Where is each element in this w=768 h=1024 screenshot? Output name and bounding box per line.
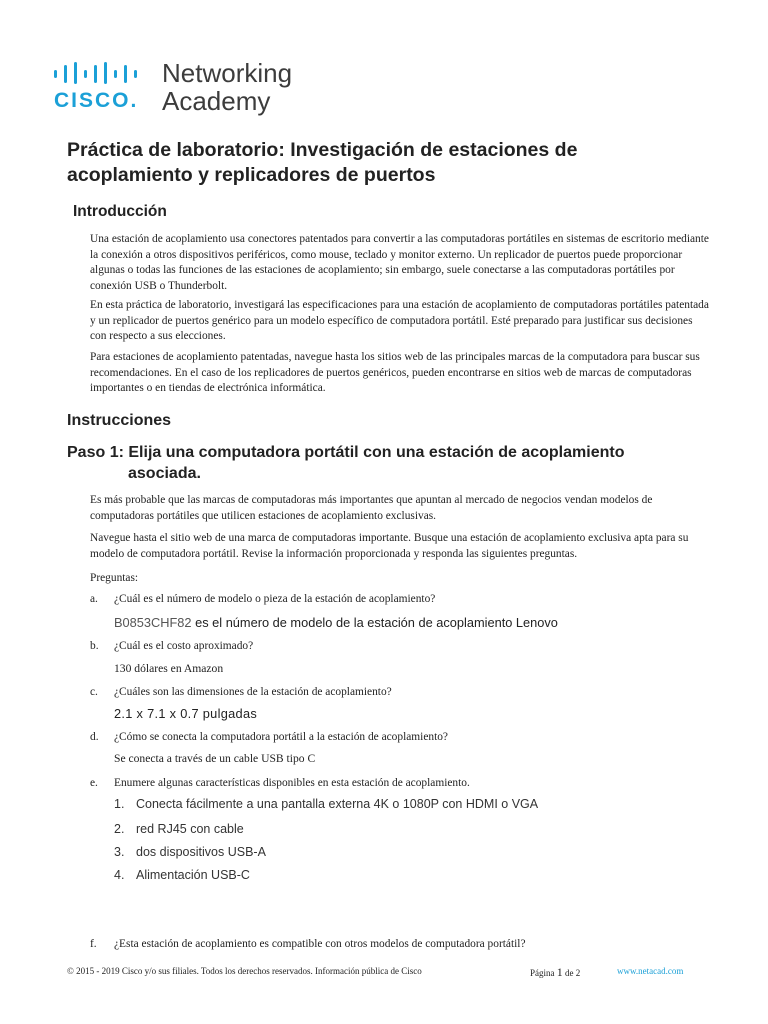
logo-academy-text: Academy [162,86,271,116]
cisco-wordmark: CISCO. [54,89,139,112]
feature-number: 1. [114,797,125,811]
intro-heading: Introducción [73,203,167,220]
step-1-label: Paso 1: [67,444,124,461]
question-text: ¿Cuál es el costo aproximado? [114,640,254,652]
footer-page-total: de 2 [565,968,581,978]
feature-number: 2. [114,822,125,836]
question-letter: e. [90,777,98,789]
footer-page-number [530,965,580,980]
cisco-bridge-bars-icon [54,62,146,84]
answer-a [114,615,558,630]
feature-text: Alimentación USB-C [136,868,250,882]
answer-a-text: es el número de modelo de la estación de acoplamiento Lenovo [191,615,558,630]
answer-a-part-number: B0853CHF82 [114,615,192,630]
question-text: Enumere algunas características disponibles en esta estación de acoplamiento. [114,777,470,789]
question-text: ¿Cuáles son las dimensiones de la estación de acoplamiento? [114,686,392,698]
step-1-heading [67,442,707,484]
feature-text: dos dispositivos USB-A [136,845,266,859]
footer-url-link[interactable]: www.netacad.com [617,966,684,976]
step-1-paragraph-1: Es más probable que las marcas de computadoras más importantes que apuntan al mercado de negocios vendan modelos de computadoras portátiles que utilicen estaciones de acoplamiento exclusivas. [90,494,653,522]
lab-title: Práctica de laboratorio: Investigación de estaciones de acoplamiento y replicadores de puertos [67,139,578,186]
step-1-paragraph-2: Navegue hasta el sitio web de una marca de computadoras importante. Busque una estación de acoplamiento exclusiva apta para su modelo de computadora portátil. Revise la información proporcionada y responda las siguientes preguntas. [90,532,689,560]
feature-text: red RJ45 con cable [136,822,244,836]
logo-networking-text: Networking [162,58,293,88]
question-letter: a. [90,593,98,605]
cisco-networking-academy-logo [54,58,314,118]
feature-number: 3. [114,845,125,859]
footer-copyright: © 2015 - 2019 Cisco y/o sus filiales. Todos los derechos reservados. Información pública de Cisco [67,966,422,976]
intro-paragraph-2: En esta práctica de laboratorio, investigará las especificaciones para una estación de acoplamiento de computadoras portátiles patentada y un replicador de puertos genérico para un modelo específico de computadora portátil. Esté preparado para justificar sus decisiones con respecto a sus elecciones. [90,299,709,342]
answer-d: Se conecta a través de un cable USB tipo C [114,752,316,765]
step-1-title-line1: Elija una computadora portátil con una estación de acoplamiento [128,444,625,461]
question-letter: b. [90,640,99,652]
question-text: ¿Cuál es el número de modelo o pieza de la estación de acoplamiento? [114,593,436,605]
question-text: ¿Esta estación de acoplamiento es compatible con otros modelos de computadora portátil? [114,938,526,950]
footer-page-label: Página [530,968,555,978]
question-letter: c. [90,686,98,698]
answer-c: 2.1 x 7.1 x 0.7 pulgadas [114,706,258,721]
intro-paragraph-1: Una estación de acoplamiento usa conectores patentados para convertir a las computadoras portátiles en sistemas de escritorio mediante la conexión a otros dispositivos periféricos, como mouse, teclado y monitor externo. Un replicador de puertos puede proporcionar algunas o todas las funciones de las estaciones de acoplamiento; sin embargo, suele conectarse a las computadoras portátiles por conexión USB o Thunderbolt. [90,233,709,292]
feature-number: 4. [114,868,125,882]
question-text: ¿Cómo se conecta la computadora portátil a la estación de acoplamiento? [114,731,448,743]
intro-paragraph-3: Para estaciones de acoplamiento patentadas, navegue hasta los sitios web de las principales marcas de la computadora para buscar sus recomendaciones. En el caso de los replicadores de puertos genéricos, pueden encontrarse en sitios web de marcas de computadoras importantes o en tiendas de electrónica informática. [90,351,700,394]
question-letter: d. [90,731,99,743]
answer-b: 130 dólares en Amazon [114,662,224,675]
instructions-heading: Instrucciones [67,412,172,429]
step-1-title-line2: asociada. [128,465,201,482]
questions-label: Preguntas: [90,572,139,584]
feature-text: Conecta fácilmente a una pantalla externa 4K o 1080P con HDMI o VGA [136,797,539,811]
question-letter: f. [90,938,97,950]
footer-page-current: 1 [556,965,563,979]
